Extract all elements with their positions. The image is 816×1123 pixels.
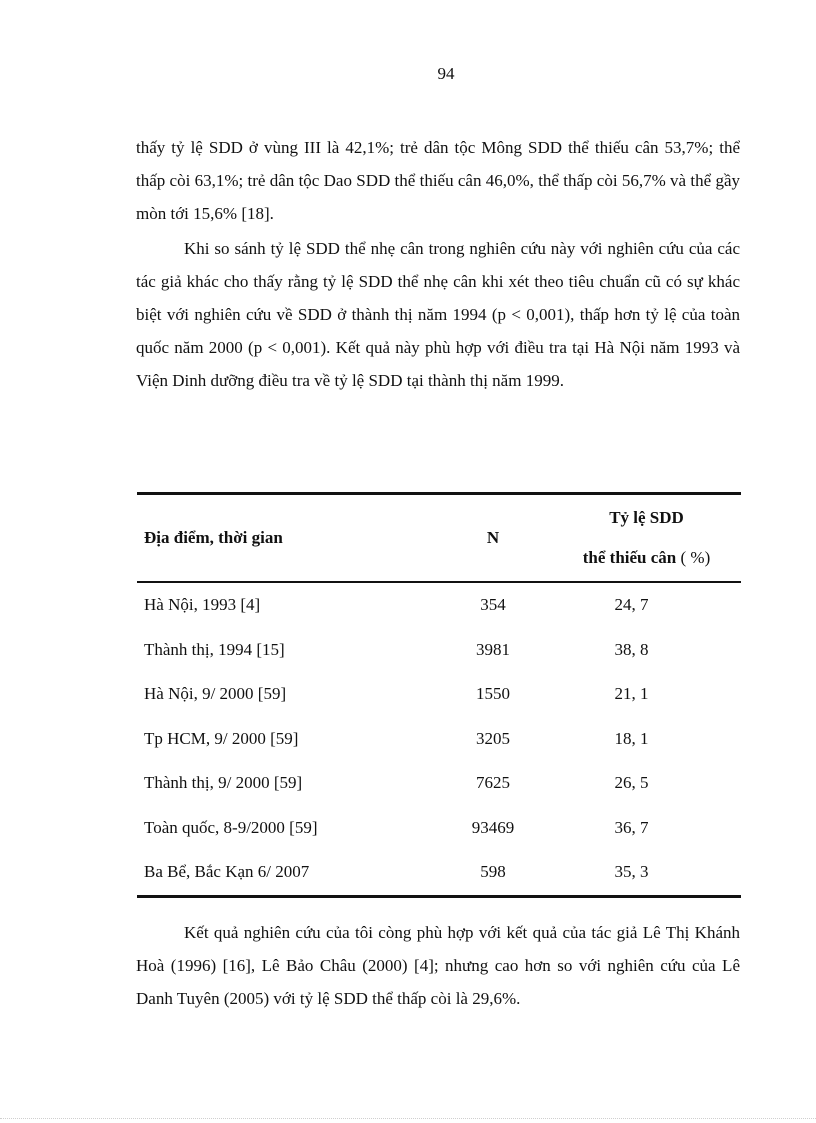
cell-place: Thành thị, 1994 [15] [144,639,285,659]
cell-place: Hà Nội, 9/ 2000 [59] [144,684,287,704]
paragraph-text: Khi so sánh tỷ lệ SDD thể nhẹ cân trong nghiên cứu này với nghiên cứu của các tác giả khác cho thấy rằng tỷ lệ SDD thể nhẹ cân khi xét theo tiêu chuẩn cũ có sự khác biệt với nghiên cứu về SDD ở thành thị năm 1994 (p < 0,001), thấp hơn tỷ lệ của toàn quốc năm 2000 (p < 0,001). Kết quả này phù hợp với điều tra tại Hà Nội năm 1993 và Viện Dinh dưỡng điều tra về tỷ lệ SDD tại thành thị năm 1999. [136,239,740,390]
cell-rate: 18, 1 [614,728,649,748]
cell-n: 3205 [476,728,510,748]
table-row [137,806,741,851]
cell-place: Tp HCM, 9/ 2000 [59] [144,728,299,748]
cell-place: Ba Bể, Bắc Kạn 6/ 2007 [144,862,310,882]
cell-place: Hà Nội, 1993 [4] [144,595,261,615]
cell-place: Thành thị, 9/ 2000 [59] [144,773,303,793]
cell-n: 1550 [476,684,510,704]
cell-n: 598 [480,862,506,882]
paragraph-conclusion [136,916,740,1015]
paragraph-continuation [136,131,740,230]
paragraph-text: Kết quả nghiên cứu của tôi còng phù hợp với kết quả của tác giả Lê Thị Khánh Hoà (1996) [16], Lê Bảo Châu (2000) [4]; nhưng cao hơn so với nghiên cứu của Lê Danh Tuyên (2005) với tỷ lệ SDD thể thấp còi là 29,6%. [136,923,740,1008]
cell-n: 7625 [476,773,510,793]
cell-n: 93469 [471,817,515,837]
header-rate [552,494,741,583]
cell-rate: 35, 3 [614,862,649,882]
cell-rate: 21, 1 [614,684,649,704]
table-row [137,672,741,717]
paragraph-comparison [136,232,740,397]
header-rate-unit: ( %) [680,548,711,567]
page-number: 94 [437,64,455,83]
table-row [137,628,741,673]
cell-n: 354 [480,595,506,615]
cell-n: 3981 [476,639,510,659]
table-header-row [137,494,741,583]
table-row [137,850,741,896]
cell-place: Toàn quốc, 8-9/2000 [59] [144,817,318,837]
cell-rate: 24, 7 [614,595,649,615]
table-row [137,761,741,806]
cell-rate: 36, 7 [614,817,649,837]
header-place: Địa điểm, thời gian [144,528,283,547]
table-row [137,717,741,762]
header-rate-line2: thể thiếu cân [582,548,677,567]
cell-rate: 26, 5 [614,773,649,793]
paragraph-text: thấy tỷ lệ SDD ở vùng III là 42,1%; trẻ dân tộc Mông SDD thể thiếu cân 53,7%; thể thấp còi 63,1%; trẻ dân tộc Dao SDD thể thiếu cân 46,0%, thể thấp còi 56,7% và thể gầy mòn tới 15,6% [18]. [136,138,740,223]
table-row [137,582,741,628]
malnutrition-comparison-table [137,492,741,898]
page-bottom-divider [0,1118,816,1119]
cell-rate: 38, 8 [614,639,649,659]
header-rate-line1: Tỷ lệ SDD [609,508,684,527]
header-n: N [486,528,500,547]
